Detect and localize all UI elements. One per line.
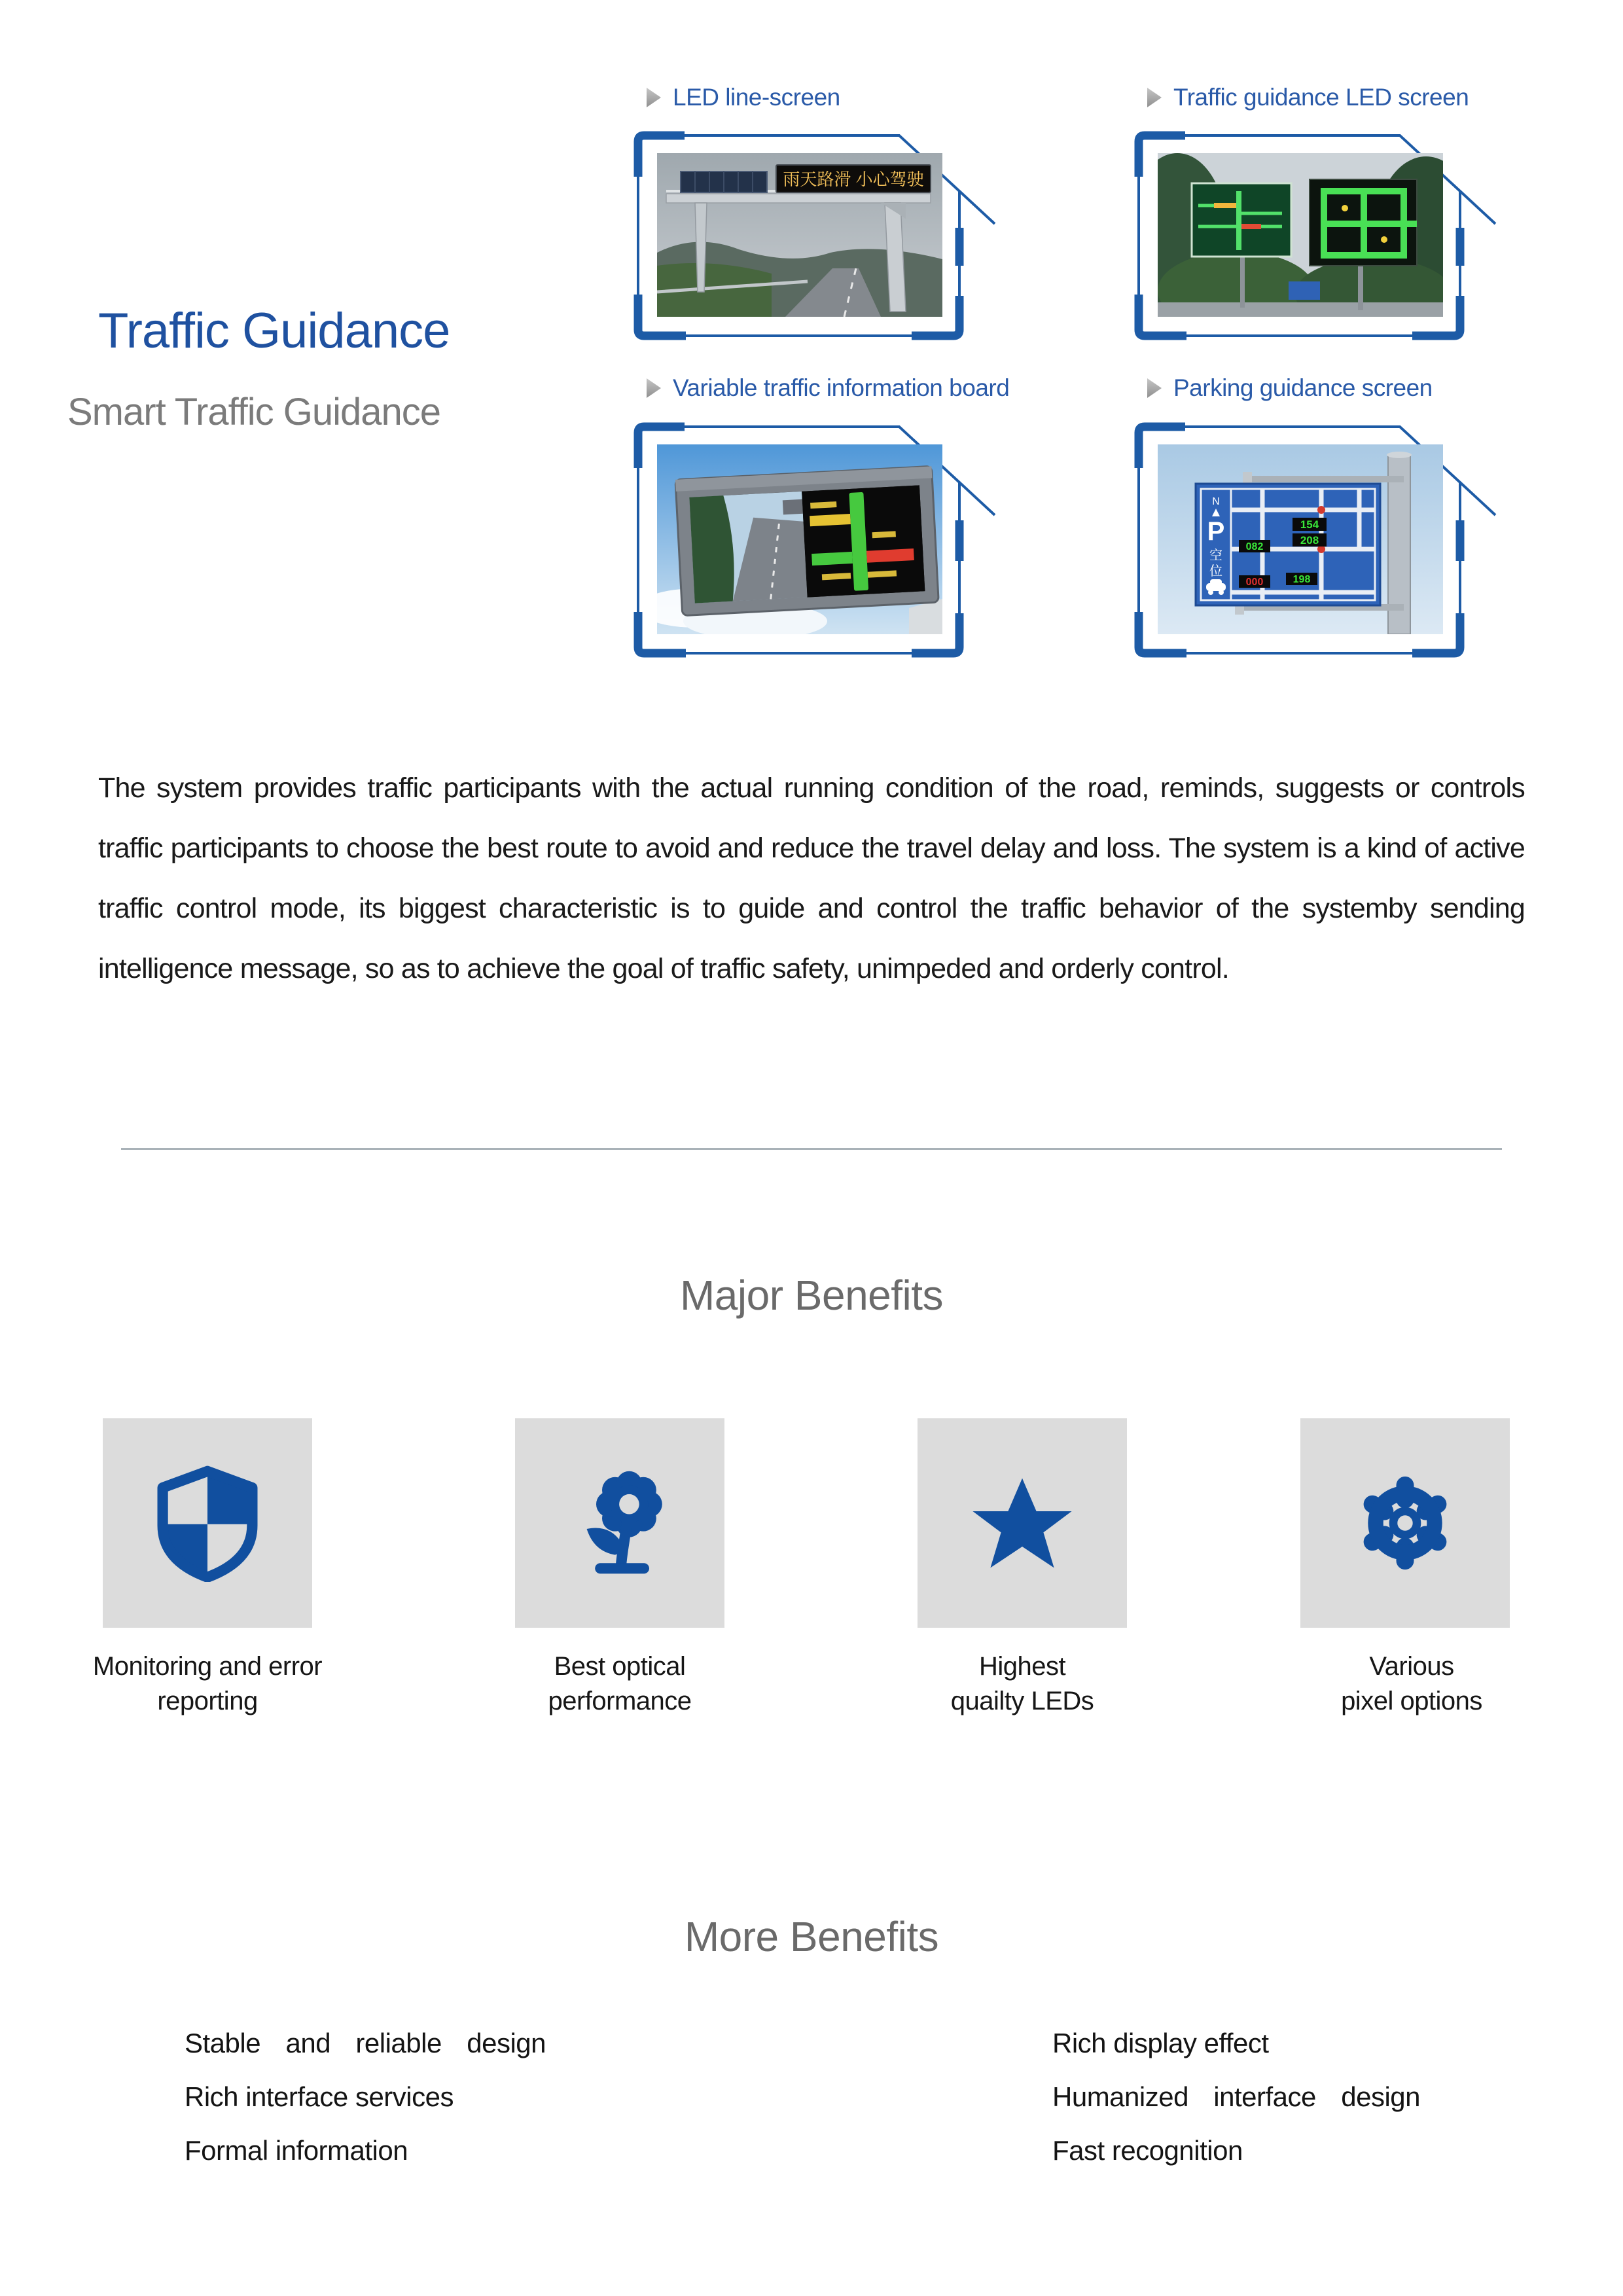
page-subtitle: Smart Traffic Guidance <box>67 391 441 433</box>
gallery-card-header <box>645 84 840 111</box>
more-benefits-heading: More Benefits <box>684 1913 939 1960</box>
gallery-card-led-line-screen <box>633 84 1010 346</box>
parking-count: 208 <box>1300 534 1319 547</box>
star-icon <box>963 1464 1081 1582</box>
more-benefit-item: Rich display effect <box>1052 2028 1269 2058</box>
gallery-card-label: Traffic guidance LED screen <box>1173 84 1469 111</box>
traffic-guidance-photo <box>1158 153 1443 317</box>
flower-icon <box>561 1464 679 1582</box>
gallery-card-label: Parking guidance screen <box>1173 374 1433 401</box>
triangle-bullet-icon <box>645 86 662 109</box>
led-sign-text: 雨天路滑 小心驾驶 <box>783 170 924 189</box>
gallery-card-traffic-guidance <box>1134 84 1510 346</box>
more-benefit-item: Stable and reliable design <box>185 2028 546 2058</box>
triangle-bullet-icon <box>1146 377 1163 399</box>
parking-p-label: P <box>1207 517 1225 546</box>
gallery-card-header <box>1146 84 1469 111</box>
more-benefit-item: Formal information <box>185 2135 408 2166</box>
vacancy-char-1: 空 <box>1209 548 1222 563</box>
page-title: Traffic Guidance <box>98 303 450 359</box>
more-benefit-item: Humanized interface design <box>1052 2081 1420 2112</box>
gallery-card-header <box>1146 374 1433 402</box>
parking-count: 198 <box>1293 574 1311 585</box>
gallery-card-parking <box>1134 374 1510 662</box>
benefit-tile-monitoring <box>103 1418 312 1628</box>
led-line-screen-photo <box>657 153 942 317</box>
section-divider <box>121 1148 1502 1150</box>
description-paragraph: The system provides traffic participants with the actual running condition of the road, reminds, suggests or controls traffic participants to choose the best route to avoid and reduce the travel delay and loss. The system is a kind of active traffic control mode, its biggest characteristic is to guide and control the traffic behavior of the systemby sending intelligence message, so as to achieve the goal of traffic safety, unimpeded and orderly control. <box>98 772 1525 984</box>
vacancy-char-2: 位 <box>1209 564 1222 579</box>
triangle-bullet-icon <box>1146 86 1163 109</box>
benefit-tile-optical <box>515 1418 724 1628</box>
gallery-card-variable-board <box>633 374 1010 662</box>
parking-guidance-photo <box>1158 444 1443 634</box>
more-benefit-item: Fast recognition <box>1052 2135 1243 2166</box>
north-label: N <box>1212 496 1220 507</box>
benefit-tile-pixel <box>1300 1418 1510 1628</box>
benefit-tile-quality <box>918 1418 1127 1628</box>
benefit-label: Monitoring and error reporting <box>92 1652 323 1715</box>
benefit-label: Best optical performance <box>548 1652 692 1715</box>
shield-icon <box>149 1464 266 1582</box>
benefit-label: Highest quailty LEDs <box>950 1652 1094 1715</box>
triangle-bullet-icon <box>645 377 662 399</box>
gallery-card-label: Variable traffic information board <box>673 374 1010 401</box>
benefit-label: Various pixel options <box>1341 1652 1482 1715</box>
gear-icon <box>1346 1464 1464 1582</box>
parking-count: 082 <box>1245 541 1264 552</box>
gallery-card-header <box>645 374 1009 402</box>
gallery-card-label: LED line-screen <box>673 84 840 111</box>
more-benefit-item: Rich interface services <box>185 2081 454 2112</box>
variable-board-photo <box>657 444 942 634</box>
major-benefits-heading: Major Benefits <box>679 1272 944 1319</box>
parking-count-full: 000 <box>1245 577 1264 588</box>
parking-count: 154 <box>1300 518 1319 531</box>
